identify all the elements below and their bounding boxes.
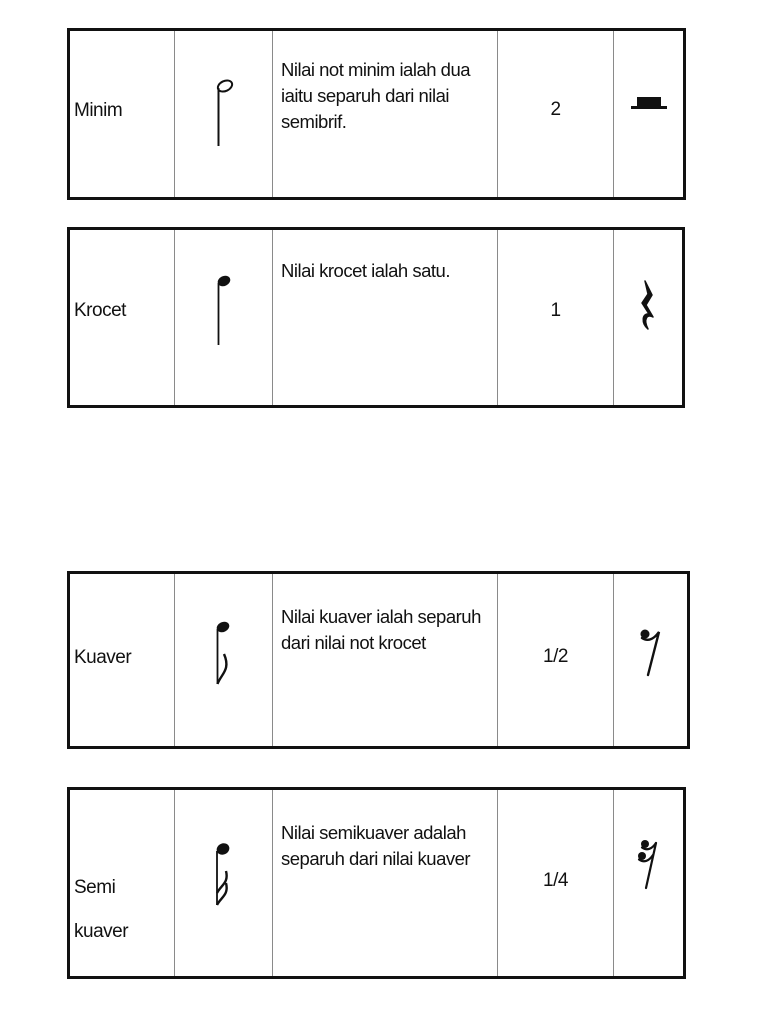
- note-name-line1: Semi: [74, 877, 116, 898]
- card-krocet: [67, 227, 685, 408]
- sixteenth-note-icon: [209, 839, 239, 909]
- card-kuaver: [67, 571, 690, 749]
- note-value: 2: [550, 99, 561, 120]
- rest-symbol-cell: [613, 31, 683, 197]
- name-cell: [70, 790, 174, 976]
- card-minim: [67, 28, 686, 200]
- note-description: Nilai krocet ialah satu.: [281, 260, 450, 281]
- note-description: Nilai semikuaver adalah separuh dari nilai kuaver: [281, 822, 471, 869]
- description-cell: [272, 790, 497, 976]
- note-name: Kuaver: [74, 647, 132, 668]
- note-name: Krocet: [74, 300, 126, 321]
- name-cell: [70, 574, 174, 746]
- note-description: Nilai kuaver ialah separuh dari nilai not krocet: [281, 606, 481, 653]
- sixteenth-rest-icon: [634, 836, 664, 896]
- name-cell: [70, 230, 174, 405]
- description-cell: [272, 574, 497, 746]
- note-value: 1/4: [543, 870, 568, 891]
- description-cell: [272, 230, 497, 405]
- rest-symbol-cell: [613, 790, 683, 976]
- half-note-icon: [209, 74, 239, 154]
- note-value: 1/2: [543, 646, 568, 667]
- half-rest-icon: [629, 94, 669, 114]
- note-symbol-cell: [174, 574, 272, 746]
- value-cell: [497, 574, 613, 746]
- value-cell: [497, 790, 613, 976]
- note-name: Minim: [74, 100, 123, 121]
- eighth-rest-icon: [636, 625, 666, 681]
- note-description: Nilai not minim ialah dua iaitu separuh dari nilai semibrif.: [281, 59, 471, 132]
- eighth-note-icon: [209, 618, 239, 688]
- note-symbol-cell: [174, 31, 272, 197]
- description-cell: [272, 31, 497, 197]
- value-cell: [497, 230, 613, 405]
- rest-symbol-cell: [613, 574, 687, 746]
- name-cell: [70, 31, 174, 197]
- quarter-note-icon: [209, 269, 239, 349]
- note-symbol-cell: [174, 230, 272, 405]
- note-value: 1: [550, 300, 561, 321]
- card-semikuaver: [67, 787, 686, 979]
- note-symbol-cell: [174, 790, 272, 976]
- note-name-line2: kuaver: [74, 921, 129, 942]
- quarter-rest-icon: [638, 279, 658, 343]
- rest-symbol-cell: [613, 230, 682, 405]
- value-cell: [497, 31, 613, 197]
